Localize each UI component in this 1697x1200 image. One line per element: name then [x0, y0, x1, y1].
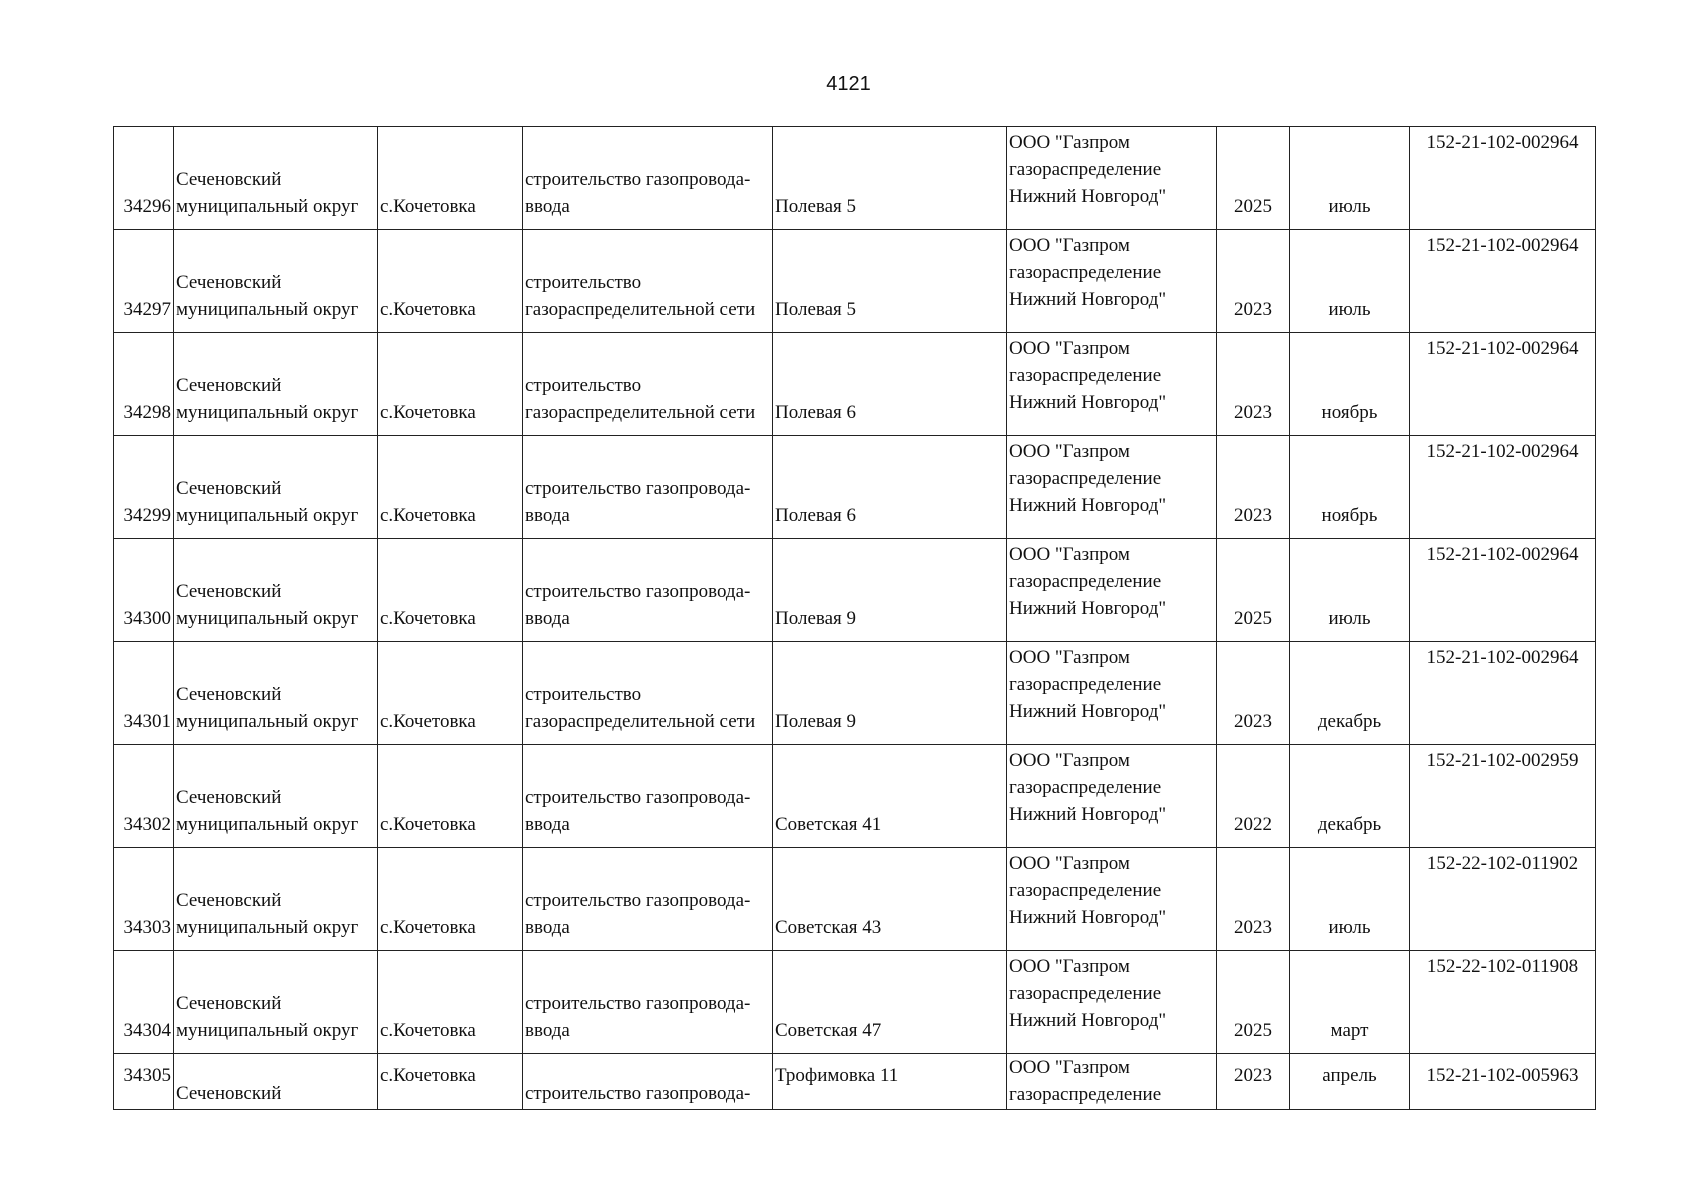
village-text: с.Кочетовка	[380, 299, 476, 320]
district-cell	[174, 230, 378, 333]
district-text: Сеченовский	[176, 993, 282, 1014]
district-cell	[174, 951, 378, 1054]
organization-text: ООО "Газпром	[1009, 853, 1130, 874]
village-cell	[378, 539, 523, 642]
month-cell	[1290, 848, 1410, 951]
village-text: с.Кочетовка	[380, 711, 476, 732]
table-row	[114, 230, 1596, 333]
organization-text: Нижний Новгород"	[1009, 289, 1167, 310]
organization-text: Нижний Новгород"	[1009, 804, 1167, 825]
district-text: Сеченовский	[176, 787, 282, 808]
street-text: Советская 41	[775, 814, 882, 835]
row-number-text: 34299	[123, 505, 171, 526]
district-text: муниципальный округ	[176, 608, 359, 629]
organization-text: газораспределение	[1009, 1084, 1162, 1105]
street-text: Полевая 6	[775, 402, 857, 423]
district-text: Сеченовский	[176, 375, 282, 396]
district-text: Сеченовский	[176, 1083, 282, 1104]
code-text: 152-21-102-002964	[1426, 544, 1579, 565]
work-type-cell	[523, 436, 773, 539]
work-type-text: строительство газопровода-	[525, 890, 751, 911]
month-text: декабрь	[1317, 814, 1382, 835]
work-type-text: ввода	[525, 505, 570, 526]
street-cell	[773, 848, 1007, 951]
row-number-text: 34298	[123, 402, 171, 423]
work-type-text: строительство газопровода-	[525, 581, 751, 602]
organization-text: газораспределение	[1009, 880, 1162, 901]
table-row	[114, 745, 1596, 848]
work-type-text: строительство газопровода-	[525, 169, 751, 190]
organization-cell	[1007, 436, 1217, 539]
work-type-text: строительство	[525, 272, 642, 293]
district-cell	[174, 436, 378, 539]
district-cell	[174, 333, 378, 436]
district-cell	[174, 848, 378, 951]
code-cell	[1410, 230, 1596, 333]
district-text: муниципальный округ	[176, 711, 359, 732]
code-cell	[1410, 333, 1596, 436]
district-text: Сеченовский	[176, 581, 282, 602]
street-text: Полевая 6	[775, 505, 857, 526]
year-cell	[1217, 333, 1290, 436]
village-text: с.Кочетовка	[380, 1065, 476, 1086]
organization-text: Нижний Новгород"	[1009, 701, 1167, 722]
year-text: 2023	[1234, 505, 1272, 526]
code-cell	[1410, 745, 1596, 848]
organization-text: ООО "Газпром	[1009, 338, 1130, 359]
row-number-text: 34301	[123, 711, 171, 732]
row-number-cell	[114, 745, 174, 848]
organization-text: Нижний Новгород"	[1009, 186, 1167, 207]
street-cell	[773, 230, 1007, 333]
district-text: муниципальный округ	[176, 299, 359, 320]
work-type-text: ввода	[525, 608, 570, 629]
row-number-text: 34305	[123, 1065, 171, 1086]
table-row	[114, 127, 1596, 230]
organization-text: ООО "Газпром	[1009, 441, 1130, 462]
work-type-text: строительство газопровода-	[525, 478, 751, 499]
table-row	[114, 436, 1596, 539]
page-number: 4121	[826, 73, 871, 95]
organization-text: Нижний Новгород"	[1009, 1010, 1167, 1031]
organization-cell	[1007, 1054, 1217, 1110]
row-number-cell	[114, 951, 174, 1054]
village-text: с.Кочетовка	[380, 402, 476, 423]
work-type-cell	[523, 642, 773, 745]
street-text: Полевая 9	[775, 608, 857, 629]
month-cell	[1290, 539, 1410, 642]
table-row	[114, 848, 1596, 951]
row-number-text: 34300	[123, 608, 171, 629]
month-cell	[1290, 230, 1410, 333]
year-cell	[1217, 127, 1290, 230]
organization-text: газораспределение	[1009, 468, 1162, 489]
organization-text: ООО "Газпром	[1009, 132, 1130, 153]
district-text: муниципальный округ	[176, 505, 359, 526]
row-number-text: 34302	[123, 814, 171, 835]
village-cell	[378, 127, 523, 230]
organization-cell	[1007, 230, 1217, 333]
work-type-cell	[523, 539, 773, 642]
month-cell	[1290, 436, 1410, 539]
street-text: Советская 43	[775, 917, 882, 938]
row-number-text: 34303	[123, 917, 171, 938]
village-cell	[378, 848, 523, 951]
work-type-text: газораспределительной сети	[525, 299, 756, 320]
district-cell	[174, 539, 378, 642]
district-text: Сеченовский	[176, 890, 282, 911]
organization-text: Нижний Новгород"	[1009, 495, 1167, 516]
year-text: 2025	[1234, 1020, 1272, 1041]
organization-text: газораспределение	[1009, 159, 1162, 180]
street-cell	[773, 333, 1007, 436]
organization-text: ООО "Газпром	[1009, 235, 1130, 256]
year-text: 2023	[1234, 299, 1272, 320]
street-text: Полевая 5	[775, 299, 857, 320]
work-type-text: газораспределительной сети	[525, 711, 756, 732]
work-type-cell	[523, 333, 773, 436]
organization-cell	[1007, 127, 1217, 230]
row-number-text: 34304	[123, 1020, 171, 1041]
village-text: с.Кочетовка	[380, 1020, 476, 1041]
organization-text: газораспределение	[1009, 262, 1162, 283]
table-row	[114, 642, 1596, 745]
organization-text: газораспределение	[1009, 777, 1162, 798]
year-cell	[1217, 539, 1290, 642]
row-number-cell	[114, 230, 174, 333]
code-text: 152-21-102-002964	[1426, 132, 1579, 153]
work-type-cell	[523, 951, 773, 1054]
year-cell	[1217, 1054, 1290, 1110]
year-cell	[1217, 848, 1290, 951]
year-cell	[1217, 745, 1290, 848]
street-text: Полевая 5	[775, 196, 857, 217]
district-text: муниципальный округ	[176, 196, 359, 217]
work-type-text: ввода	[525, 917, 570, 938]
month-text: июль	[1328, 917, 1371, 938]
month-cell	[1290, 1054, 1410, 1110]
organization-text: ООО "Газпром	[1009, 750, 1130, 771]
organization-text: газораспределение	[1009, 674, 1162, 695]
organization-text: Нижний Новгород"	[1009, 392, 1167, 413]
village-cell	[378, 1054, 523, 1110]
year-text: 2023	[1234, 711, 1272, 732]
month-text: июль	[1328, 196, 1371, 217]
work-type-text: строительство	[525, 684, 642, 705]
row-number-cell	[114, 1054, 174, 1110]
organization-text: газораспределение	[1009, 571, 1162, 592]
district-text: муниципальный округ	[176, 917, 359, 938]
year-text: 2023	[1234, 1065, 1272, 1086]
organization-text: ООО "Газпром	[1009, 544, 1130, 565]
street-cell	[773, 642, 1007, 745]
year-text: 2025	[1234, 608, 1272, 629]
year-cell	[1217, 642, 1290, 745]
row-number-cell	[114, 539, 174, 642]
street-cell	[773, 951, 1007, 1054]
month-text: декабрь	[1317, 711, 1382, 732]
gas-works-table	[113, 126, 1596, 1110]
street-text: Советская 47	[775, 1020, 882, 1041]
code-text: 152-22-102-011902	[1426, 853, 1579, 874]
organization-text: ООО "Газпром	[1009, 647, 1130, 668]
street-text: Полевая 9	[775, 711, 857, 732]
code-text: 152-21-102-002959	[1426, 750, 1579, 771]
village-text: с.Кочетовка	[380, 196, 476, 217]
code-cell	[1410, 642, 1596, 745]
row-number-cell	[114, 333, 174, 436]
work-type-cell	[523, 127, 773, 230]
table-row	[114, 539, 1596, 642]
month-text: ноябрь	[1321, 505, 1378, 526]
street-cell	[773, 1054, 1007, 1110]
organization-cell	[1007, 539, 1217, 642]
organization-text: ООО "Газпром	[1009, 956, 1130, 977]
month-cell	[1290, 642, 1410, 745]
district-text: Сеченовский	[176, 272, 282, 293]
month-text: апрель	[1322, 1065, 1377, 1086]
month-cell	[1290, 951, 1410, 1054]
code-cell	[1410, 539, 1596, 642]
work-type-cell	[523, 745, 773, 848]
village-text: с.Кочетовка	[380, 608, 476, 629]
work-type-cell	[523, 230, 773, 333]
code-cell	[1410, 1054, 1596, 1110]
organization-text: газораспределение	[1009, 983, 1162, 1004]
month-text: ноябрь	[1321, 402, 1378, 423]
organization-text: газораспределение	[1009, 365, 1162, 386]
row-number-cell	[114, 848, 174, 951]
village-cell	[378, 436, 523, 539]
organization-cell	[1007, 745, 1217, 848]
village-cell	[378, 951, 523, 1054]
row-number-cell	[114, 127, 174, 230]
district-cell	[174, 642, 378, 745]
village-cell	[378, 745, 523, 848]
street-text: Трофимовка 11	[775, 1065, 899, 1086]
code-text: 152-21-102-002964	[1426, 647, 1579, 668]
village-text: с.Кочетовка	[380, 814, 476, 835]
organization-cell	[1007, 333, 1217, 436]
row-number-text: 34296	[123, 196, 171, 217]
district-text: муниципальный округ	[176, 1020, 359, 1041]
work-type-cell	[523, 848, 773, 951]
code-text: 152-21-102-002964	[1426, 441, 1579, 462]
code-cell	[1410, 127, 1596, 230]
district-text: муниципальный округ	[176, 402, 359, 423]
work-type-text: строительство газопровода-	[525, 1083, 751, 1104]
row-number-cell	[114, 436, 174, 539]
work-type-text: газораспределительной сети	[525, 402, 756, 423]
work-type-text: строительство	[525, 375, 642, 396]
work-type-text: строительство газопровода-	[525, 787, 751, 808]
work-type-text: ввода	[525, 196, 570, 217]
month-cell	[1290, 333, 1410, 436]
work-type-text: ввода	[525, 814, 570, 835]
year-text: 2023	[1234, 402, 1272, 423]
table-row	[114, 333, 1596, 436]
organization-text: Нижний Новгород"	[1009, 907, 1167, 928]
work-type-cell	[523, 1054, 773, 1110]
village-text: с.Кочетовка	[380, 917, 476, 938]
code-text: 152-22-102-011908	[1426, 956, 1579, 977]
street-cell	[773, 436, 1007, 539]
row-number-cell	[114, 642, 174, 745]
code-text: 152-21-102-005963	[1426, 1065, 1579, 1086]
district-text: Сеченовский	[176, 169, 282, 190]
work-type-text: строительство газопровода-	[525, 993, 751, 1014]
month-text: июль	[1328, 299, 1371, 320]
district-cell	[174, 1054, 378, 1110]
year-cell	[1217, 436, 1290, 539]
street-cell	[773, 745, 1007, 848]
street-cell	[773, 127, 1007, 230]
month-cell	[1290, 127, 1410, 230]
district-cell	[174, 127, 378, 230]
row-number-text: 34297	[123, 299, 171, 320]
year-text: 2022	[1234, 814, 1272, 835]
district-text: Сеченовский	[176, 478, 282, 499]
year-cell	[1217, 951, 1290, 1054]
code-cell	[1410, 951, 1596, 1054]
street-cell	[773, 539, 1007, 642]
table-row	[114, 951, 1596, 1054]
work-type-text: ввода	[525, 1020, 570, 1041]
month-cell	[1290, 745, 1410, 848]
code-text: 152-21-102-002964	[1426, 235, 1579, 256]
year-cell	[1217, 230, 1290, 333]
organization-cell	[1007, 642, 1217, 745]
year-text: 2023	[1234, 917, 1272, 938]
organization-cell	[1007, 848, 1217, 951]
code-cell	[1410, 436, 1596, 539]
organization-cell	[1007, 951, 1217, 1054]
village-text: с.Кочетовка	[380, 505, 476, 526]
district-text: Сеченовский	[176, 684, 282, 705]
month-text: июль	[1328, 608, 1371, 629]
village-cell	[378, 333, 523, 436]
organization-text: ООО "Газпром	[1009, 1057, 1130, 1078]
district-text: муниципальный округ	[176, 814, 359, 835]
district-cell	[174, 745, 378, 848]
code-text: 152-21-102-002964	[1426, 338, 1579, 359]
month-text: март	[1330, 1020, 1369, 1041]
organization-text: Нижний Новгород"	[1009, 598, 1167, 619]
table-row	[114, 1054, 1596, 1110]
code-cell	[1410, 848, 1596, 951]
village-cell	[378, 642, 523, 745]
year-text: 2025	[1234, 196, 1272, 217]
village-cell	[378, 230, 523, 333]
